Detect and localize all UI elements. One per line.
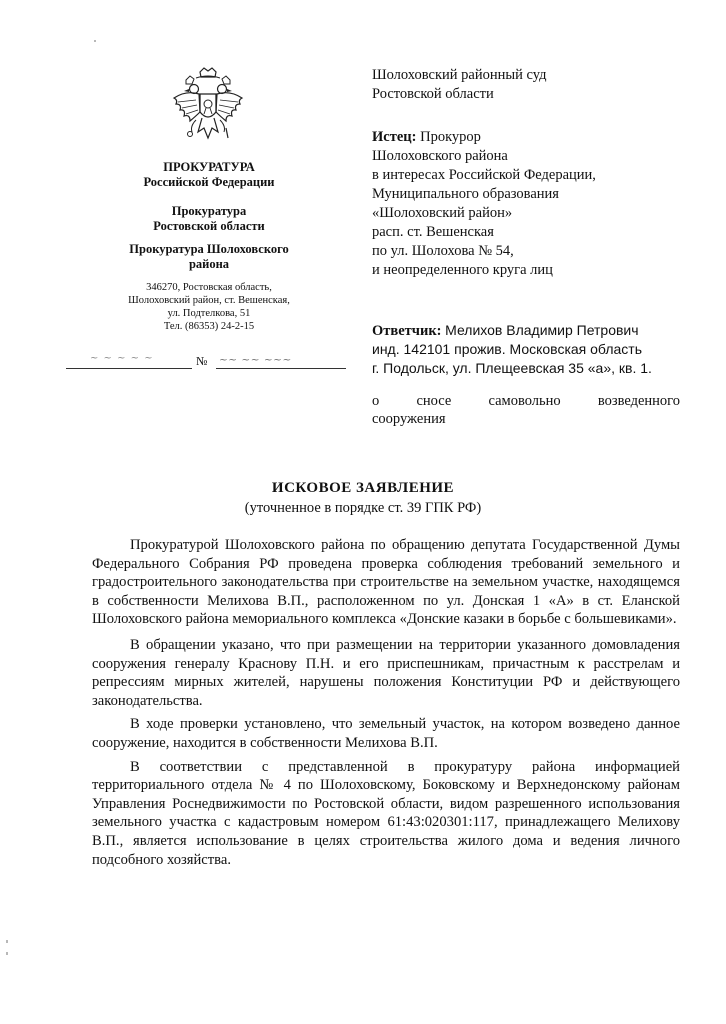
org-address-line: Шолоховский район, ст. Вешенская, xyxy=(128,295,290,306)
org-regional: Прокуратура xyxy=(171,204,247,218)
court-name: Шолоховский районный суд xyxy=(372,67,547,83)
number-sign: № xyxy=(196,354,208,368)
number-underline xyxy=(216,368,346,369)
document-title: ИСКОВОЕ ЗАЯВЛЕНИЕ xyxy=(271,480,455,496)
body-paragraph: Прокуратурой Шолоховского района по обращению депутата Государственной Думы Федерального Собрания РФ проведена проверка соблюдения требований земельного и градостроительного законодательства при строительстве на земельном участке, находящемся в собственности Мелихова В.П., расположенном по ул. Донская 1 «А» в ст. Еланской Шолоховского района мемориального комплекса «Донские казаки в борьбе с большевиками». xyxy=(92,537,680,628)
plaintiff-line: в интересах Российской Федерации, xyxy=(372,167,596,183)
handwritten-date: ~ ~ ~ ~ ~ xyxy=(90,353,154,364)
scan-speck xyxy=(6,952,8,955)
coat-of-arms-emblem xyxy=(168,66,248,150)
document-body xyxy=(92,536,680,869)
document-subtitle: (уточненное в порядке ст. 39 ГПК РФ) xyxy=(244,500,482,516)
plaintiff-label: Истец: xyxy=(372,129,417,145)
body-paragraph: В соответствии с представленной в прокуратуру района информацией территориального отдела № 4 по Шолоховскому, Боковскому и Верхнедонскому районам Управления Роснедвижимости по Ростовской области, видом разрешенного использования земельного участка с кадастровым номером 61:43:020301:117, принадлежащего Мелихову В.П., является использование в целях строительства жилого дома и ведения личного подсобного хозяйства. xyxy=(92,758,680,868)
org-title: ПРОКУРАТУРА xyxy=(163,160,255,174)
defendant-address-line: г. Подольск, ул. Плещеевская 35 «а», кв. 1. xyxy=(372,359,652,376)
scan-speck xyxy=(6,940,8,943)
body-paragraph: В ходе проверки установлено, что земельный участок, на котором возведено данное сооружение, находится в собственности Мелихова В.П. xyxy=(92,716,680,751)
scan-speck xyxy=(94,40,96,42)
body-paragraph: В обращении указано, что при размещении на территории указанного домовладения сооружения генералу Краснову П.Н. и его приспешникам, причастным к расстрелам и репрессиям мирных жителей, нарушены положения Конституции РФ и действующего законодательства. xyxy=(92,636,680,709)
plaintiff-name: Прокурор xyxy=(420,129,481,145)
org-address-line: 346270, Ростовская область, xyxy=(146,282,272,293)
plaintiff-line: и неопределенного круга лиц xyxy=(372,262,553,278)
org-regional-area: Ростовской области xyxy=(153,219,265,233)
plaintiff-line: расп. ст. Вешенская xyxy=(372,224,494,240)
date-underline xyxy=(66,368,192,369)
claim-subject xyxy=(372,392,680,428)
org-subtitle: Российской Федерации xyxy=(143,175,275,189)
defendant-address-line: инд. 142101 прожив. Московская область xyxy=(372,341,642,358)
plaintiff-line: «Шолоховский район» xyxy=(372,205,513,221)
plaintiff-line: Шолоховского района xyxy=(372,148,508,164)
org-district: Прокуратура Шолоховского xyxy=(129,242,289,256)
handwritten-number: ~~ ~~ ~~~ xyxy=(219,354,292,366)
defendant-heading xyxy=(372,321,702,340)
claim-subject-line: о сносе самовольно возведенного xyxy=(372,393,680,409)
outgoing-number-field xyxy=(66,354,346,372)
court-region: Ростовской области xyxy=(372,86,494,102)
plaintiff-line: по ул. Шолохова № 54, xyxy=(372,243,514,259)
defendant-label: Ответчик: xyxy=(372,323,442,339)
claim-subject-line: сооружения xyxy=(372,411,446,427)
plaintiff-heading xyxy=(372,128,692,146)
defendant-block xyxy=(372,321,702,377)
org-address-line: ул. Подтелкова, 51 xyxy=(167,308,251,319)
org-phone: Тел. (86353) 24-2-15 xyxy=(163,321,255,332)
org-district-suffix: района xyxy=(188,257,230,271)
plaintiff-line: Муниципального образования xyxy=(372,186,559,202)
defendant-name: Мелихов Владимир Петрович xyxy=(445,322,639,338)
